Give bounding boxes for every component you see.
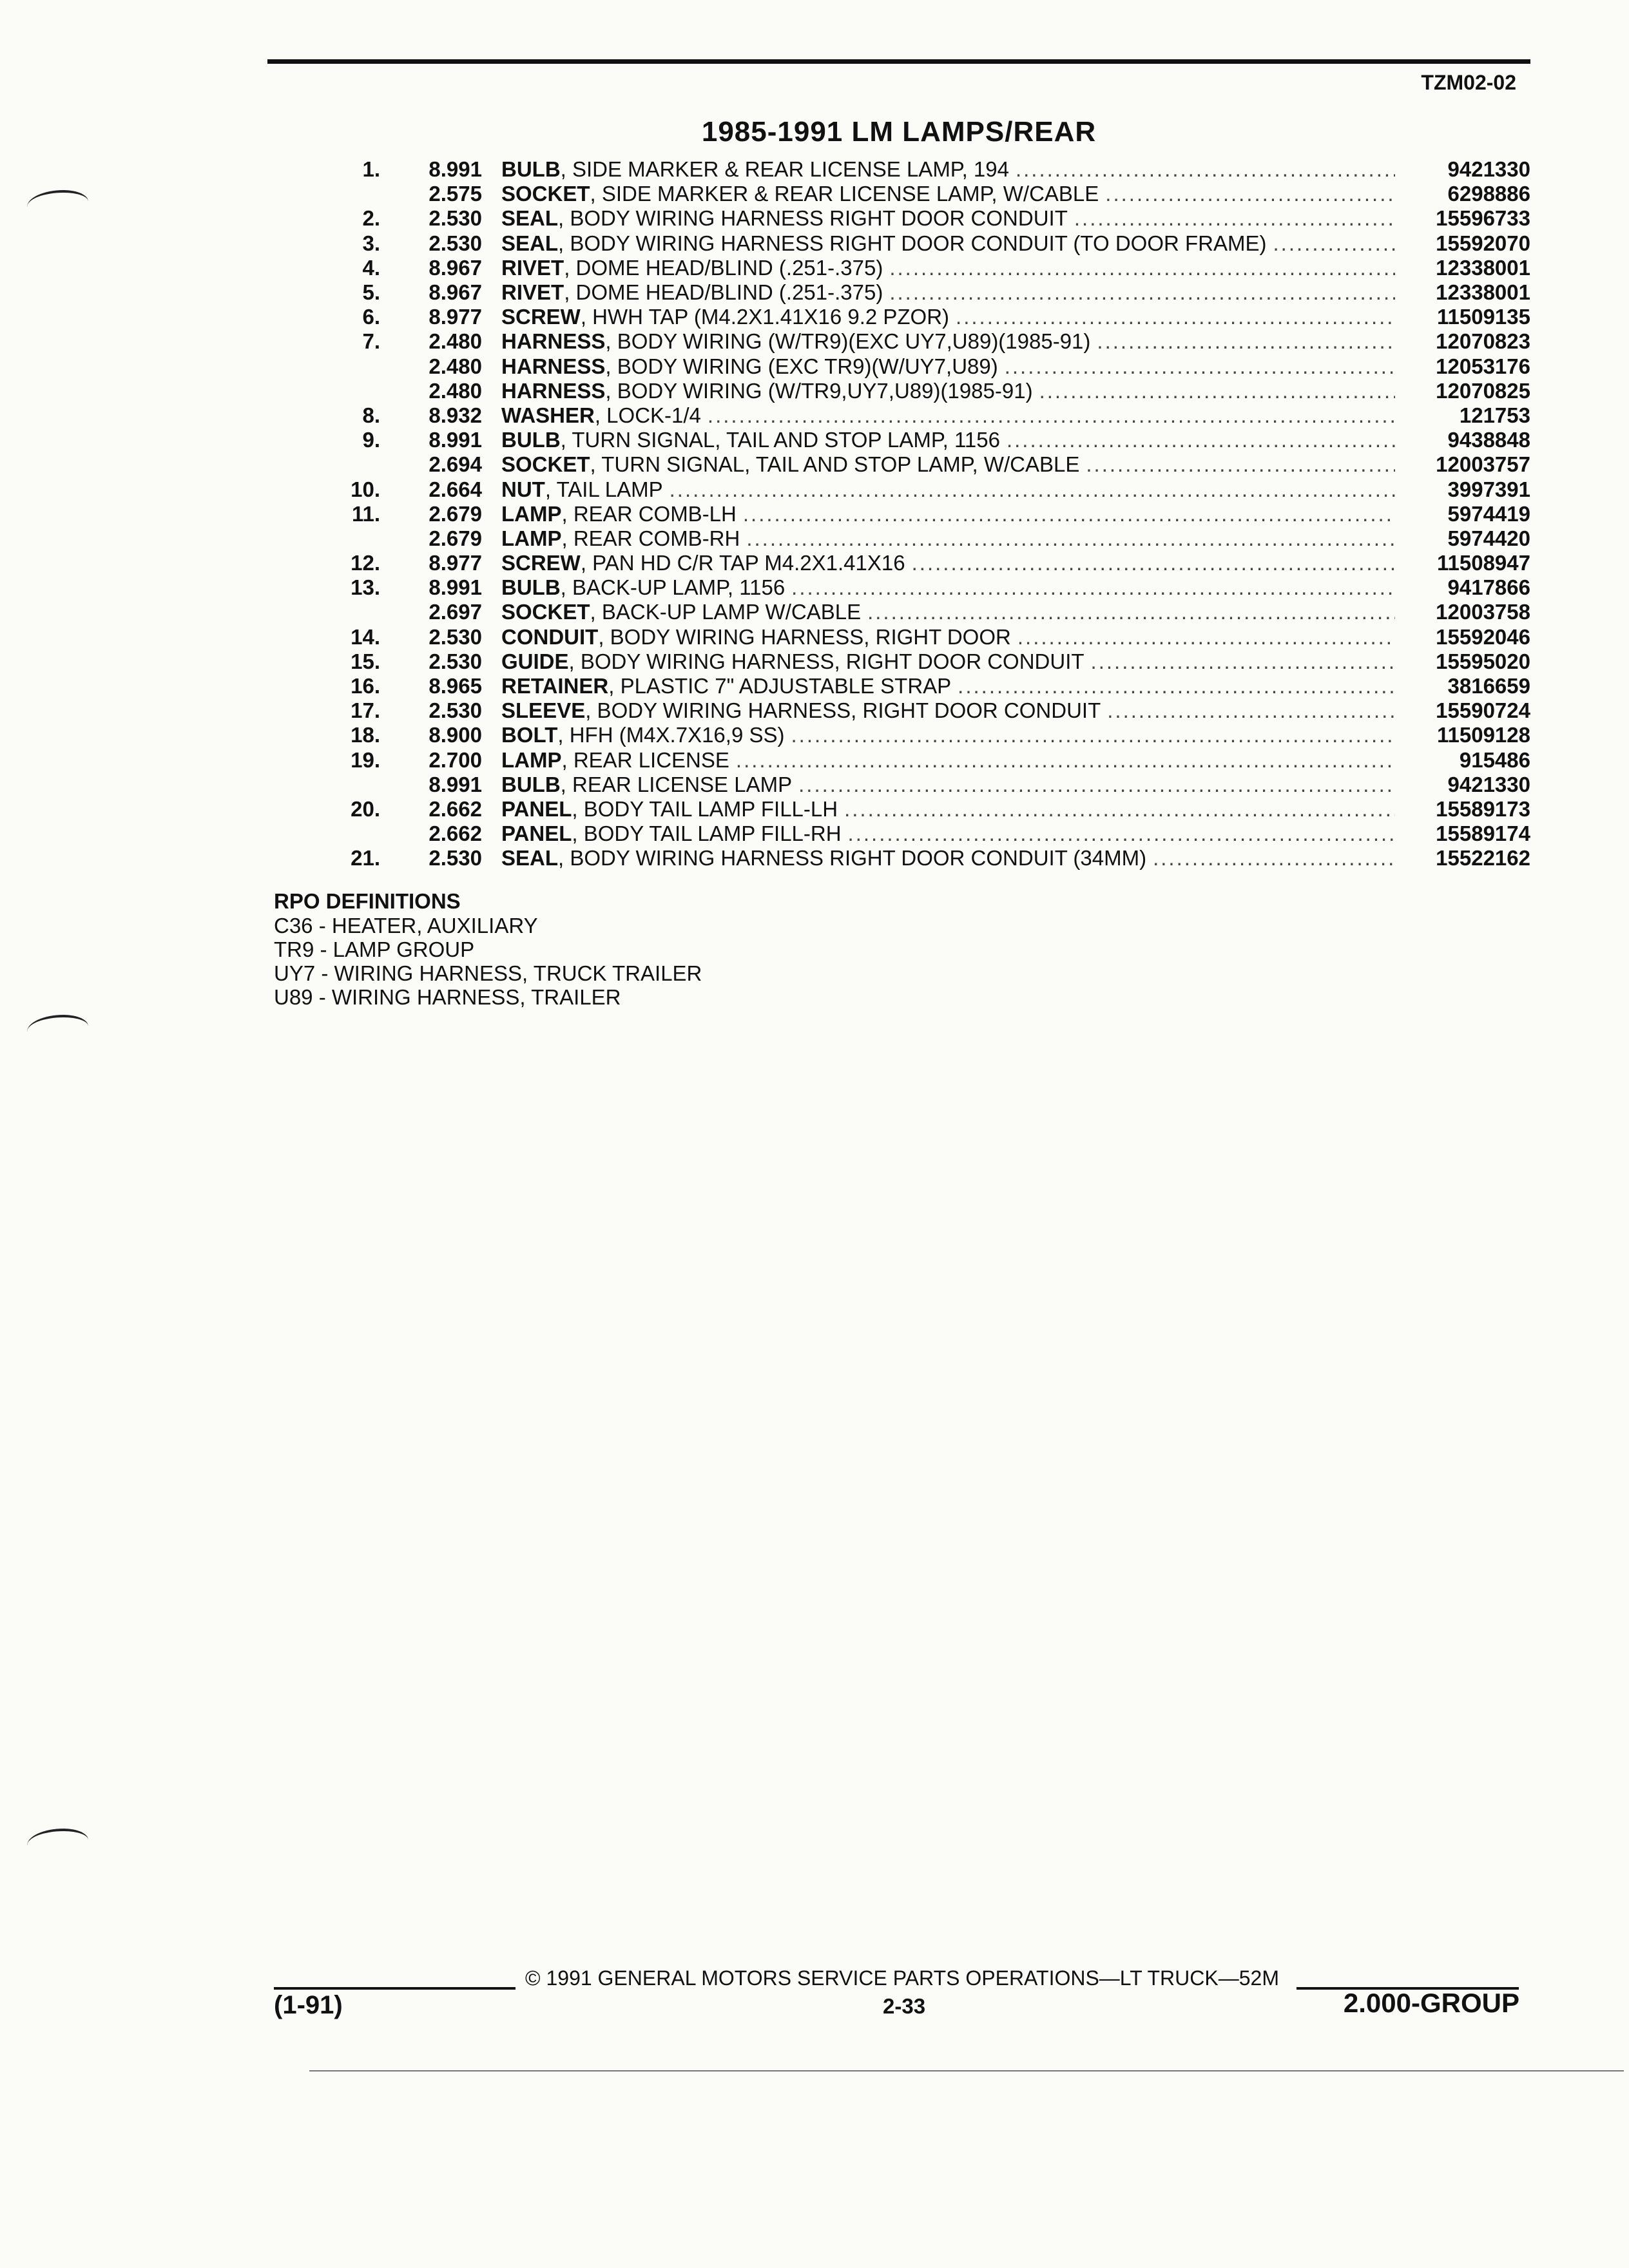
ref-number: 8. <box>362 403 380 427</box>
part-number: 5974420 <box>1447 526 1530 550</box>
group-number: 8.932 <box>429 403 482 427</box>
part-description: , REAR COMB-RH <box>561 526 740 550</box>
parts-row <box>303 379 1530 403</box>
leader-dots <box>736 748 1395 773</box>
part-description: , DOME HEAD/BLIND (.251-.375) <box>564 280 883 305</box>
parts-row <box>303 674 1530 698</box>
part-number: 3816659 <box>1447 674 1530 698</box>
parts-row <box>303 403 1530 428</box>
part-name: LAMP <box>501 747 562 772</box>
part-name: BULB <box>501 575 561 600</box>
ref-number: 9. <box>362 428 380 452</box>
leader-dots <box>1105 182 1395 206</box>
part-number: 15595020 <box>1436 649 1530 673</box>
group-number: 8.991 <box>429 428 482 452</box>
part-name: SCREW <box>501 305 581 329</box>
part-description: , REAR COMB-LH <box>561 501 737 526</box>
group-number: 8.977 <box>429 551 482 575</box>
part-description: , BODY WIRING (W/TR9)(EXC UY7,U89)(1985-91) <box>605 329 1091 354</box>
part-description: , TAIL LAMP <box>545 477 663 501</box>
leader-dots <box>1153 846 1395 870</box>
part-name: LAMP <box>501 501 562 526</box>
group-number: 2.679 <box>429 501 482 526</box>
part-number: 11509135 <box>1436 305 1530 329</box>
group-number: 2.700 <box>429 747 482 772</box>
part-description: , TURN SIGNAL, TAIL AND STOP LAMP, 1156 <box>560 428 1000 452</box>
rpo-item: UY7 - WIRING HARNESS, TRUCK TRAILER <box>274 961 702 985</box>
ref-number: 4. <box>362 255 380 280</box>
part-description: , LOCK-1/4 <box>594 403 701 427</box>
part-name: SEAL <box>501 846 559 870</box>
parts-row <box>303 354 1530 379</box>
rpo-title: RPO DEFINITIONS <box>274 889 461 913</box>
parts-row <box>303 502 1530 526</box>
parts-row <box>303 698 1530 723</box>
leader-dots <box>1007 428 1395 452</box>
part-description: , SIDE MARKER & REAR LICENSE LAMP, W/CABLE <box>590 182 1099 206</box>
ref-number: 10. <box>351 477 380 501</box>
part-name: SLEEVE <box>501 698 586 723</box>
binder-hole-mark <box>27 1829 88 1857</box>
ref-number: 5. <box>362 280 380 305</box>
ref-number: 21. <box>351 846 380 870</box>
footer-date: (1-91) <box>274 1991 343 2019</box>
rpo-definitions <box>274 889 702 1009</box>
part-number: 915486 <box>1459 747 1530 772</box>
part-description: , REAR LICENSE LAMP <box>560 772 793 796</box>
group-number: 2.662 <box>429 796 482 821</box>
group-number: 2.530 <box>429 206 482 231</box>
leader-dots <box>1017 625 1395 649</box>
part-description: , BACK-UP LAMP W/CABLE <box>590 600 862 624</box>
group-number: 2.480 <box>429 354 482 378</box>
part-number: 9438848 <box>1447 428 1530 452</box>
ref-number: 1. <box>362 157 380 182</box>
leader-dots <box>670 477 1395 502</box>
parts-row <box>303 305 1530 329</box>
group-number: 2.664 <box>429 477 482 501</box>
parts-row <box>303 452 1530 477</box>
parts-row <box>303 773 1530 797</box>
group-number: 8.991 <box>429 157 482 182</box>
group-number: 2.662 <box>429 822 482 846</box>
parts-row <box>303 280 1530 305</box>
header-rule <box>267 59 1530 64</box>
part-name: SEAL <box>501 231 559 255</box>
leader-dots <box>844 797 1395 822</box>
parts-row <box>303 822 1530 846</box>
part-name: BULB <box>501 772 561 796</box>
part-description: , TURN SIGNAL, TAIL AND STOP LAMP, W/CABLE <box>590 452 1080 477</box>
part-description: , BODY WIRING HARNESS RIGHT DOOR CONDUIT (TO DOOR FRAME) <box>558 231 1267 255</box>
part-description: , BODY TAIL LAMP FILL-LH <box>572 796 838 821</box>
ref-number: 3. <box>362 231 380 255</box>
part-description: , HWH TAP (M4.2X1.41X16 9.2 PZOR) <box>580 305 950 329</box>
part-description: , BODY WIRING HARNESS, RIGHT DOOR <box>598 624 1011 649</box>
ref-number: 16. <box>351 674 380 698</box>
parts-row <box>303 723 1530 747</box>
part-name: RIVET <box>501 280 564 305</box>
part-description: , BODY WIRING (W/TR9,UY7,U89)(1985-91) <box>605 378 1033 403</box>
part-name: CONDUIT <box>501 624 599 649</box>
part-name: BULB <box>501 157 561 182</box>
leader-dots <box>956 305 1395 329</box>
ref-number: 19. <box>351 747 380 772</box>
parts-row <box>303 477 1530 501</box>
part-number: 12338001 <box>1436 255 1530 280</box>
group-number: 2.530 <box>429 846 482 870</box>
part-number: 15596733 <box>1436 206 1530 231</box>
parts-row <box>303 600 1530 624</box>
group-number: 2.480 <box>429 329 482 354</box>
leader-dots <box>1086 452 1395 477</box>
leader-dots <box>889 280 1395 305</box>
part-description: , PAN HD C/R TAP M4.2X1.41X16 <box>580 551 905 575</box>
part-number: 11508947 <box>1436 551 1530 575</box>
parts-row <box>303 526 1530 551</box>
leader-dots <box>958 674 1395 698</box>
ref-number: 15. <box>351 649 380 673</box>
group-number: 8.991 <box>429 772 482 796</box>
part-description: , BACK-UP LAMP, 1156 <box>560 575 786 600</box>
parts-list <box>303 157 1530 870</box>
leader-dots <box>867 600 1395 624</box>
part-number: 3997391 <box>1447 477 1530 501</box>
parts-row <box>303 625 1530 649</box>
rpo-item: U89 - WIRING HARNESS, TRAILER <box>274 985 621 1009</box>
leader-dots <box>791 575 1395 600</box>
ref-number: 6. <box>362 305 380 329</box>
leader-dots <box>1005 354 1395 379</box>
ref-number: 17. <box>351 698 380 723</box>
group-number: 8.965 <box>429 674 482 698</box>
part-number: 6298886 <box>1447 182 1530 206</box>
part-description: , PLASTIC 7" ADJUSTABLE STRAP <box>608 674 952 698</box>
part-description: , SIDE MARKER & REAR LICENSE LAMP, 194 <box>560 157 1009 182</box>
leader-dots <box>1273 231 1395 256</box>
part-name: WASHER <box>501 403 595 427</box>
parts-row <box>303 649 1530 674</box>
footer-copyright: © 1991 GENERAL MOTORS SERVICE PARTS OPERATIONS—LT TRUCK—52M <box>525 1966 1279 1990</box>
part-number: 9417866 <box>1447 575 1530 600</box>
group-number: 8.967 <box>429 255 482 280</box>
parts-row <box>303 575 1530 600</box>
rpo-item: C36 - HEATER, AUXILIARY <box>274 914 538 937</box>
footer-rule-left <box>274 1987 516 1990</box>
group-number: 2.694 <box>429 452 482 477</box>
ref-number: 2. <box>362 206 380 231</box>
part-number: 15589173 <box>1436 796 1530 821</box>
part-name: RIVET <box>501 255 564 280</box>
group-number: 2.530 <box>429 698 482 723</box>
group-number: 8.991 <box>429 575 482 600</box>
part-number: 12070823 <box>1436 329 1530 354</box>
part-description: , BODY TAIL LAMP FILL-RH <box>572 822 842 846</box>
page-title: 1985-1991 LM LAMPS/REAR <box>701 116 1097 148</box>
leader-dots <box>1091 649 1395 674</box>
part-name: RETAINER <box>501 674 609 698</box>
part-number: 12070825 <box>1436 378 1530 403</box>
page-number: 2-33 <box>883 1994 926 2018</box>
group-number: 8.900 <box>429 723 482 747</box>
leader-dots <box>889 256 1395 280</box>
group-number: 2.530 <box>429 231 482 255</box>
part-number: 12003758 <box>1436 600 1530 624</box>
parts-row <box>303 797 1530 822</box>
parts-row <box>303 157 1530 182</box>
part-name: SOCKET <box>501 182 590 206</box>
part-number: 15522162 <box>1436 846 1530 870</box>
part-number: 15592046 <box>1436 624 1530 649</box>
part-number: 15589174 <box>1436 822 1530 846</box>
leader-dots <box>1074 206 1395 231</box>
leader-dots <box>912 551 1395 575</box>
ref-number: 14. <box>351 624 380 649</box>
part-name: LAMP <box>501 526 562 550</box>
part-name: SOCKET <box>501 600 590 624</box>
parts-row <box>303 231 1530 256</box>
parts-row <box>303 551 1530 575</box>
leader-dots <box>1107 698 1395 723</box>
rpo-item: TR9 - LAMP GROUP <box>274 937 475 961</box>
part-name: HARNESS <box>501 329 606 354</box>
part-name: SOCKET <box>501 452 590 477</box>
leader-dots <box>743 502 1395 526</box>
leader-dots <box>708 403 1395 428</box>
part-name: NUT <box>501 477 545 501</box>
parts-row <box>303 748 1530 773</box>
part-name: HARNESS <box>501 354 606 378</box>
group-number: 2.530 <box>429 624 482 649</box>
leader-dots <box>798 773 1395 797</box>
part-description: , REAR LICENSE <box>561 747 729 772</box>
part-name: PANEL <box>501 796 572 821</box>
footer-group: 2.000-GROUP <box>1343 1988 1519 2018</box>
group-number: 2.575 <box>429 182 482 206</box>
group-number: 2.480 <box>429 378 482 403</box>
binder-hole-mark <box>27 1015 88 1043</box>
part-name: PANEL <box>501 822 572 846</box>
part-number: 9421330 <box>1447 157 1530 182</box>
binder-hole-mark <box>27 190 88 218</box>
part-description: , BODY WIRING HARNESS, RIGHT DOOR CONDUIT <box>585 698 1101 723</box>
part-description: , BODY WIRING (EXC TR9)(W/UY7,U89) <box>605 354 998 378</box>
parts-row <box>303 329 1530 354</box>
ref-number: 11. <box>351 501 380 526</box>
part-number: 15590724 <box>1436 698 1530 723</box>
ref-number: 20. <box>351 796 380 821</box>
part-description: , BODY WIRING HARNESS RIGHT DOOR CONDUIT (34MM) <box>558 846 1147 870</box>
part-name: GUIDE <box>501 649 569 673</box>
part-name: BOLT <box>501 723 558 747</box>
part-name: HARNESS <box>501 378 606 403</box>
group-number: 8.967 <box>429 280 482 305</box>
ref-number: 13. <box>351 575 380 600</box>
group-number: 2.679 <box>429 526 482 550</box>
part-number: 12053176 <box>1436 354 1530 378</box>
parts-row <box>303 182 1530 206</box>
part-number: 5974419 <box>1447 501 1530 526</box>
parts-row <box>303 256 1530 280</box>
part-description: , BODY WIRING HARNESS, RIGHT DOOR CONDUIT <box>568 649 1084 673</box>
parts-row <box>303 206 1530 231</box>
leader-dots <box>791 723 1395 747</box>
part-number: 121753 <box>1459 403 1530 427</box>
document-code: TZM02-02 <box>1421 71 1516 94</box>
part-name: SEAL <box>501 206 559 231</box>
part-number: 12003757 <box>1436 452 1530 477</box>
part-description: , BODY WIRING HARNESS RIGHT DOOR CONDUIT <box>558 206 1068 231</box>
leader-dots <box>1039 379 1395 403</box>
part-description: , DOME HEAD/BLIND (.251-.375) <box>564 255 883 280</box>
ref-number: 12. <box>351 551 380 575</box>
part-name: BULB <box>501 428 561 452</box>
parts-row <box>303 846 1530 870</box>
parts-row <box>303 428 1530 452</box>
group-number: 8.977 <box>429 305 482 329</box>
leader-dots <box>848 822 1395 846</box>
part-name: SCREW <box>501 551 581 575</box>
leader-dots <box>1097 329 1395 354</box>
part-number: 12338001 <box>1436 280 1530 305</box>
part-number: 11509128 <box>1436 723 1530 747</box>
part-number: 9421330 <box>1447 772 1530 796</box>
leader-dots <box>746 526 1395 551</box>
part-number: 15592070 <box>1436 231 1530 255</box>
part-description: , HFH (M4X.7X16,9 SS) <box>557 723 785 747</box>
group-number: 2.530 <box>429 649 482 673</box>
ref-number: 18. <box>351 723 380 747</box>
footer-bottom-rule <box>309 2070 1624 2071</box>
ref-number: 7. <box>362 329 380 354</box>
leader-dots <box>1016 157 1395 182</box>
group-number: 2.697 <box>429 600 482 624</box>
